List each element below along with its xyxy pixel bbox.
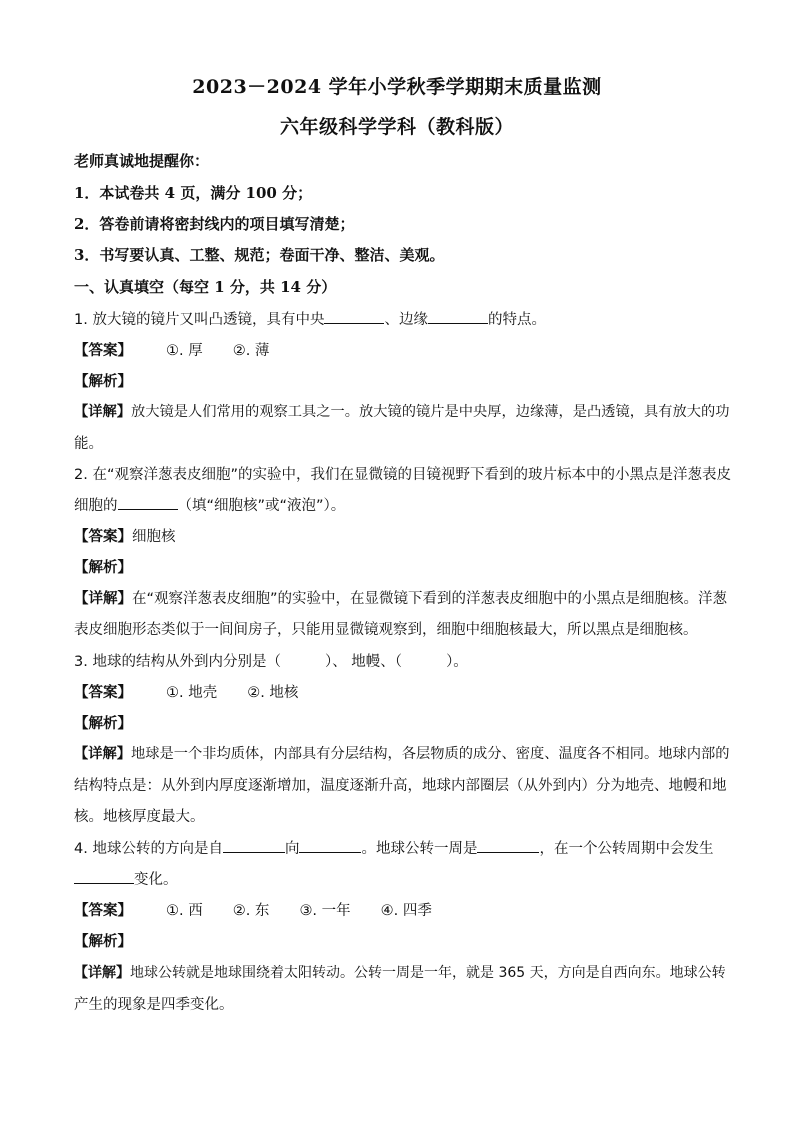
- question-1: [74, 308, 546, 329]
- question-3-detail: [74, 743, 730, 763]
- analysis-label: 【解析】: [74, 934, 132, 950]
- answer-label: 【答案】: [74, 903, 132, 919]
- answer-blank: [299, 838, 361, 853]
- question-3-detail-cont: 核。地核厚度最大。: [74, 809, 205, 825]
- question-3: [74, 650, 468, 671]
- answer-item: ①. 厚: [166, 343, 203, 359]
- question-1-text-c: 的特点。: [487, 312, 546, 328]
- exam-subtitle: 六年级科学学科（教科版）: [279, 116, 514, 138]
- question-3-text-a: 3. 地球的结构从外到内分别是（: [74, 654, 281, 670]
- analysis-label: 【解析】: [74, 560, 132, 576]
- answer-blank: [223, 838, 285, 853]
- question-4-text-b: 向: [284, 841, 300, 857]
- question-2-cont: [74, 494, 345, 515]
- answer-blank: [324, 309, 384, 324]
- question-2-text-b: （填“细胞核”或“液泡”）。: [177, 498, 346, 514]
- question-1-text-a: 1. 放大镜的镜片又叫凸透镜，具有中央: [74, 312, 325, 328]
- answer-item: ①. 西: [166, 903, 203, 919]
- analysis-label: 【解析】: [74, 374, 132, 390]
- notice-item-2: 2．答卷前请将密封线内的项目填写清楚；: [74, 215, 355, 233]
- question-1-detail: [74, 401, 730, 421]
- answer-blank: [477, 838, 539, 853]
- answer-item: ②. 地核: [247, 685, 299, 701]
- question-3-answer: [74, 681, 298, 702]
- detail-label: 【详解】: [74, 965, 130, 981]
- answer-item: ①. 地壳: [166, 685, 218, 701]
- question-4-text-e: 变化。: [134, 872, 178, 888]
- question-4-answer: [74, 899, 432, 920]
- question-4-cont: [74, 868, 178, 889]
- question-2: 2. 在“观察洋葱表皮细胞”的实验中，我们在显微镜的目镜视野下看到的玻片标本中的小黑点是洋葱表皮: [74, 467, 731, 483]
- answer-label: 【答案】: [74, 685, 132, 701]
- question-2-text-a: 细胞的: [74, 498, 118, 514]
- detail-text: 放大镜是人们常用的观察工具之一。放大镜的镜片是中央厚，边缘薄，是凸透镜，具有放大的功: [131, 404, 730, 420]
- answer-item: ③. 一年: [299, 903, 351, 919]
- question-3-text-c: ）。: [446, 654, 468, 670]
- notice-item-3: 3．书写要认真、工整、规范；卷面干净、整洁、美观。: [74, 246, 445, 264]
- answer-item: ②. 薄: [232, 343, 270, 359]
- answer-blank: [118, 495, 178, 510]
- question-2-detail-cont: 表皮细胞形态类似于一间间房子，只能用显微镜观察到，细胞中细胞核最大，所以黑点是细胞核。: [74, 622, 698, 638]
- question-4-text-c: 。地球公转一周是: [361, 841, 478, 857]
- answer-item: ②. 东: [232, 903, 270, 919]
- question-1-text-b: 、边缘: [384, 312, 428, 328]
- question-1-detail-cont: 能。: [74, 436, 103, 452]
- question-1-analysis: [74, 370, 132, 391]
- notice-heading: 老师真诚地提醒你：: [74, 152, 210, 170]
- detail-label: 【详解】: [74, 591, 132, 607]
- question-4-analysis: [74, 930, 132, 951]
- question-2-detail: [74, 587, 727, 608]
- detail-label: 【详解】: [74, 404, 132, 420]
- analysis-label: 【解析】: [74, 716, 132, 732]
- exam-title: 2023－2024 学年小学秋季学期期末质量监测: [192, 76, 602, 98]
- question-4-detail: [74, 962, 726, 982]
- answer-label: 【答案】: [74, 529, 132, 545]
- question-4-detail-cont: 产生的现象是四季变化。: [74, 997, 234, 1013]
- answer-blank: [428, 309, 488, 324]
- detail-text: 地球公转就是地球围绕着太阳转动。公转一周是一年，就是 365 天，方向是自西向东。地球公转: [130, 965, 726, 981]
- detail-text: 地球是一个非均质体，内部具有分层结构，各层物质的成分、密度、温度各不相同。地球内部的: [131, 746, 730, 762]
- question-2-answer: [74, 525, 176, 546]
- question-1-answer: [74, 339, 269, 360]
- question-3-text-b: ）、 地幔、（: [324, 654, 403, 670]
- question-4-text-a: 4. 地球公转的方向是自: [74, 841, 223, 857]
- question-4: [74, 837, 713, 858]
- notice-item-1: 1．本试卷共 4 页，满分 100 分；: [74, 184, 313, 202]
- answer-blank: [74, 869, 134, 884]
- question-3-detail-cont: 结构特点是：从外到内厚度逐渐增加，温度逐渐升高，地球内部圈层（从外到内）分为地壳、地幔和地: [74, 778, 727, 794]
- answer-label: 【答案】: [74, 343, 132, 359]
- section-heading: 一、认真填空（每空 1 分，共 14 分）: [74, 278, 337, 296]
- detail-label: 【详解】: [74, 746, 132, 762]
- answer-item: ④. 四季: [380, 903, 432, 919]
- question-2-analysis: [74, 556, 132, 577]
- answer-item: 细胞核: [132, 529, 176, 545]
- question-4-text-d: ，在一个公转周期中会发生: [539, 841, 714, 857]
- question-3-analysis: [74, 712, 132, 733]
- detail-text: 在“观察洋葱表皮细胞”的实验中，在显微镜下看到的洋葱表皮细胞中的小黑点是细胞核。洋葱: [132, 591, 728, 607]
